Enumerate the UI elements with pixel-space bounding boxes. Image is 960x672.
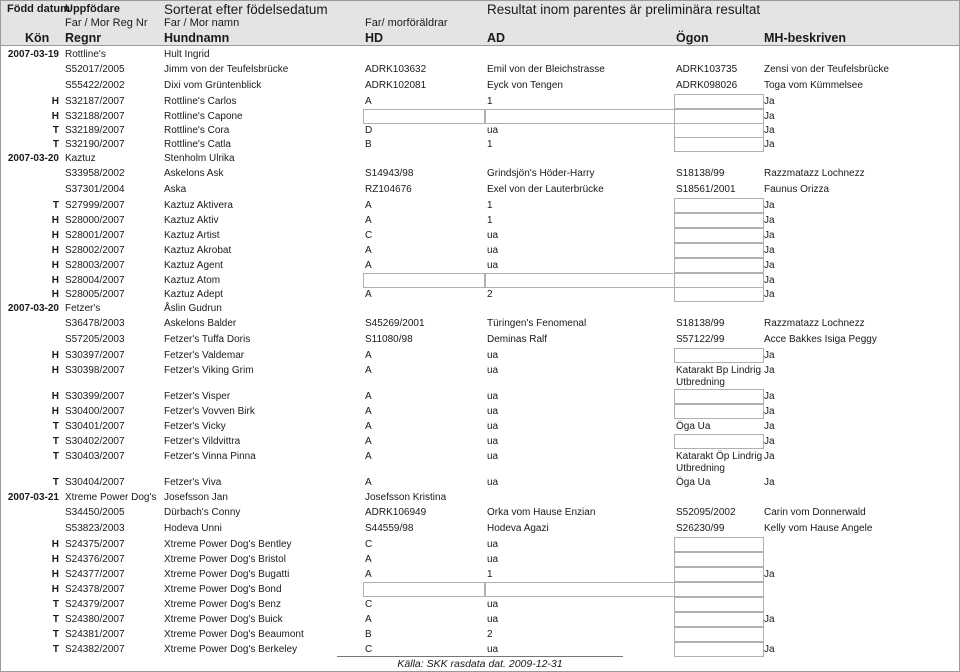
parent-name: Aska (164, 184, 187, 195)
dog-name: Kaztuz Aktivera (164, 200, 233, 211)
dog-name: Xtreme Power Dog's Beaumont (164, 629, 304, 640)
dog-ad: ua (487, 421, 499, 432)
empty-result-cell (674, 434, 764, 449)
grandparent-2-name: Razzmatazz Lochnezz (764, 168, 865, 179)
dog-regnr: S30404/2007 (65, 477, 125, 488)
dog-ad: 1 (487, 569, 493, 580)
dog-name: Fetzer's Vinna Pinna (164, 451, 256, 462)
dog-mh: Ja (764, 260, 775, 271)
dog-hd: A (365, 365, 372, 376)
dog-ad: ua (487, 350, 499, 361)
dog-sex: T (52, 451, 59, 462)
dog-name: Kaztuz Atom (164, 275, 221, 286)
dog-ad: 1 (487, 96, 493, 107)
dog-regnr: S28001/2007 (65, 230, 125, 241)
dog-regnr: S32188/2007 (65, 111, 125, 122)
dog-regnr: S28005/2007 (65, 289, 125, 300)
litter-owner-2: Josefsson Kristina (365, 492, 447, 503)
dog-name: Fetzer's Visper (164, 391, 231, 402)
dog-regnr: S24378/2007 (65, 584, 125, 595)
dog-regnr: S32187/2007 (65, 96, 125, 107)
dog-regnr: S32189/2007 (65, 125, 125, 136)
dog-regnr: S24377/2007 (65, 569, 125, 580)
parent-name: Askelons Ask (164, 168, 224, 179)
header-fodd-datum: Född datum (7, 3, 70, 15)
empty-result-cell (674, 228, 764, 243)
grandparent-1-regnr: S11080/98 (365, 334, 413, 345)
dog-hd: A (365, 200, 372, 211)
dog-hd: A (365, 215, 372, 226)
dog-ogon: Öga Ua (676, 477, 711, 488)
dog-hd: A (365, 96, 372, 107)
grandparent-1-name: Eyck von Tengen (487, 80, 563, 91)
dog-hd: A (365, 436, 372, 447)
dog-mh: Ja (764, 139, 775, 150)
dog-name: Rottline's Carlos (164, 96, 237, 107)
dog-hd: C (365, 539, 373, 550)
dog-sex: H (51, 406, 59, 417)
header-far-mor-reg: Far / Mor Reg Nr (65, 17, 148, 29)
dog-name: Kaztuz Agent (164, 260, 223, 271)
dog-regnr: S28004/2007 (65, 275, 125, 286)
empty-result-cell (674, 537, 764, 552)
dog-regnr: S30402/2007 (65, 436, 125, 447)
grandparent-2-name: Carin vom Donnerwald (764, 507, 866, 518)
header-hundnamn: Hundnamn (164, 31, 230, 45)
dog-sex: H (51, 245, 59, 256)
dog-row (1, 197, 959, 212)
dog-mh: Ja (764, 125, 775, 136)
empty-result-cell (674, 94, 764, 109)
dog-regnr: S30401/2007 (65, 421, 125, 432)
dog-sex: H (51, 350, 59, 361)
dog-hd: A (365, 451, 372, 462)
dog-sex: H (51, 275, 59, 286)
grandparent-2-regnr: S18561/2001 (676, 184, 736, 195)
litter-date: 2007-03-20 (7, 153, 59, 164)
dog-ogon: Öga Ua (676, 421, 711, 432)
grandparent-2-name: Faunus Orizza (764, 184, 830, 195)
dog-ad: ua (487, 391, 499, 402)
header-kon: Kön (25, 31, 50, 45)
dog-row (1, 212, 959, 227)
dog-name: Xtreme Power Dog's Bugatti (164, 569, 290, 580)
parent-regnr: S36478/2003 (65, 318, 125, 329)
header-ogon: Ögon (676, 31, 709, 45)
empty-result-cell (674, 582, 764, 597)
dog-regnr: S24379/2007 (65, 599, 125, 610)
dog-regnr: S28003/2007 (65, 260, 125, 271)
header-morforaldrar: Far/ morföräldrar (365, 17, 448, 29)
litter-breeder: Rottline's (65, 49, 106, 60)
dog-sex: T (52, 200, 59, 211)
dog-name: Fetzer's Vovven Birk (164, 406, 255, 417)
dog-ad: ua (487, 644, 499, 655)
grandparent-2-regnr: S52095/2002 (676, 507, 736, 518)
parent-row (1, 77, 959, 93)
dog-hd: A (365, 260, 372, 271)
dog-hd: A (365, 477, 372, 488)
dog-ad: ua (487, 260, 499, 271)
litter-table (1, 46, 959, 656)
dog-mh: Ja (764, 391, 775, 402)
dog-ad: ua (487, 245, 499, 256)
header-mh: MH-beskriven (764, 31, 846, 45)
dog-mh: Ja (764, 614, 775, 625)
dog-mh: Ja (764, 289, 775, 300)
dog-hd: A (365, 245, 372, 256)
grandparent-2-regnr: S26230/99 (676, 523, 725, 534)
dog-sex: T (52, 421, 59, 432)
empty-result-cell (674, 552, 764, 567)
grandparent-2-regnr: ADRK098026 (676, 80, 738, 91)
dog-row (1, 388, 959, 403)
dog-ogon-line2: Utbredning (676, 463, 725, 474)
dog-regnr: S24380/2007 (65, 614, 125, 625)
dog-regnr: S32190/2007 (65, 139, 125, 150)
dog-name: Xtreme Power Dog's Bristol (164, 554, 286, 565)
grandparent-2-name: Razzmatazz Lochnezz (764, 318, 865, 329)
dog-sex: H (51, 539, 59, 550)
litter-breeder: Xtreme Power Dog's (65, 492, 157, 503)
grandparent-2-regnr: S57122/99 (676, 334, 725, 345)
parent-row (1, 165, 959, 181)
dog-hd: C (365, 230, 373, 241)
dog-row (1, 122, 959, 136)
parent-name: Fetzer's Tuffa Doris (164, 334, 251, 345)
dog-ad: ua (487, 125, 499, 136)
parent-name: Askelons Balder (164, 318, 237, 329)
dog-sex: T (52, 436, 59, 447)
dog-row (1, 566, 959, 581)
grandparent-2-name: Zensi von der Teufelsbrücke (764, 64, 889, 75)
litter-header-row (1, 46, 959, 61)
parent-regnr: S33958/2002 (65, 168, 125, 179)
dog-mh: Ja (764, 96, 775, 107)
dog-regnr: S24382/2007 (65, 644, 125, 655)
parent-regnr: S55422/2002 (65, 80, 125, 91)
litter-owner: Stenholm Ulrika (164, 153, 235, 164)
dog-ad: ua (487, 406, 499, 417)
dog-mh: Ja (764, 111, 775, 122)
dog-mh: Ja (764, 350, 775, 361)
grandparent-1-name: Exel von der Lauterbrücke (487, 184, 604, 195)
dog-name: Xtreme Power Dog's Benz (164, 599, 281, 610)
dog-ad: 1 (487, 139, 493, 150)
empty-result-cell (674, 258, 764, 273)
parent-row (1, 504, 959, 520)
dog-name: Fetzer's Valdemar (164, 350, 245, 361)
grandparent-1-name: Hodeva Agazi (487, 523, 549, 534)
dog-sex: H (51, 391, 59, 402)
empty-result-cell (674, 213, 764, 228)
table-header (1, 1, 959, 46)
dog-name: Xtreme Power Dog's Berkeley (164, 644, 298, 655)
dog-sex: H (51, 289, 59, 300)
dog-hd: D (365, 125, 373, 136)
dog-row (1, 536, 959, 551)
dog-sex: T (52, 139, 59, 150)
litter-date: 2007-03-19 (7, 49, 59, 60)
dog-regnr: S27999/2007 (65, 200, 125, 211)
parent-row (1, 520, 959, 536)
litter-breeder: Kaztuz (65, 153, 96, 164)
dog-mh: Ja (764, 200, 775, 211)
parent-regnr: S37301/2004 (65, 184, 125, 195)
grandparent-1-regnr: ADRK103632 (365, 64, 427, 75)
dog-mh: Ja (764, 477, 775, 488)
header-hd: HD (365, 31, 384, 45)
dog-name: Fetzer's Vicky (164, 421, 226, 432)
dog-hd: A (365, 391, 372, 402)
litter-owner: Josefsson Jan (164, 492, 228, 503)
dog-mh: Ja (764, 230, 775, 241)
litter-header-row (1, 489, 959, 504)
dog-name: Fetzer's Vildvittra (164, 436, 241, 447)
dog-name: Kaztuz Adept (164, 289, 223, 300)
dog-sex: T (52, 644, 59, 655)
dog-sex: T (52, 614, 59, 625)
dog-sex: H (51, 569, 59, 580)
dog-row (1, 93, 959, 108)
parent-row (1, 181, 959, 197)
dog-sex: T (52, 125, 59, 136)
dog-ad: ua (487, 477, 499, 488)
litter-owner: Åslin Gudrun (164, 303, 222, 314)
dog-row (1, 641, 959, 656)
dog-ad: ua (487, 539, 499, 550)
dog-hd: B (365, 139, 372, 150)
dog-hd: B (365, 629, 372, 640)
source-note: Källa: SKK rasdata dat. 2009-12-31 (337, 656, 622, 670)
grandparent-1-regnr: S44559/98 (365, 523, 414, 534)
dog-regnr: S30403/2007 (65, 451, 125, 462)
dog-mh: Ja (764, 275, 775, 286)
parent-row (1, 331, 959, 347)
empty-result-cell (674, 642, 764, 657)
empty-result-cell (674, 597, 764, 612)
dog-row (1, 626, 959, 641)
dog-ad: ua (487, 436, 499, 447)
dog-regnr: S24376/2007 (65, 554, 125, 565)
grandparent-1-regnr: S14943/98 (365, 168, 414, 179)
dog-ad: ua (487, 230, 499, 241)
litter-date: 2007-03-20 (7, 303, 59, 314)
grandparent-1-name: Deminas Ralf (487, 334, 548, 345)
dog-hd: C (365, 644, 373, 655)
dog-row (1, 257, 959, 272)
dog-ad: 2 (487, 289, 493, 300)
grandparent-1-name: Emil von der Bleichstrasse (487, 64, 605, 75)
parent-name: Dixi vom Grüntenblick (164, 80, 262, 91)
dog-mh: Ja (764, 644, 775, 655)
dog-mh: Ja (764, 365, 775, 376)
dog-row (1, 581, 959, 596)
header-far-mor-namn: Far / Mor namn (164, 17, 240, 29)
dog-regnr: S28000/2007 (65, 215, 125, 226)
dog-ad: ua (487, 599, 499, 610)
dog-hd: A (365, 421, 372, 432)
dog-regnr: S24381/2007 (65, 629, 125, 640)
empty-result-cell (674, 389, 764, 404)
parent-name: Hodeva Unni (164, 523, 222, 534)
dog-sex: T (52, 477, 59, 488)
dog-row (1, 286, 959, 300)
dog-ogon: Katarakt Bp Lindrig (676, 365, 762, 376)
empty-result-cell (674, 404, 764, 419)
dog-mh: Ja (764, 406, 775, 417)
dog-row (1, 433, 959, 448)
dog-row (1, 448, 959, 474)
litter-date: 2007-03-21 (7, 492, 59, 503)
dog-sex: H (51, 215, 59, 226)
dog-sex: H (51, 260, 59, 271)
grandparent-1-regnr: S45269/2001 (365, 318, 425, 329)
empty-result-cell (674, 627, 764, 642)
dog-name: Fetzer's Viking Grim (164, 365, 254, 376)
dog-row (1, 227, 959, 242)
dog-hd: A (365, 614, 372, 625)
dog-row (1, 596, 959, 611)
footer (1, 656, 959, 670)
grandparent-2-regnr: S18138/99 (676, 318, 725, 329)
dog-hd: A (365, 406, 372, 417)
parent-regnr: S53823/2003 (65, 523, 125, 534)
dog-name: Rottline's Capone (164, 111, 243, 122)
dog-name: Kaztuz Artist (164, 230, 220, 241)
header-regnr: Regnr (65, 31, 102, 45)
dog-row (1, 347, 959, 362)
dog-ogon: Katarakt Öp Lindrig (676, 451, 763, 462)
dog-ad: ua (487, 554, 499, 565)
parent-name: Dürbach's Conny (164, 507, 241, 518)
parent-row (1, 315, 959, 331)
dog-regnr: S28002/2007 (65, 245, 125, 256)
dog-sex: T (52, 599, 59, 610)
dog-row (1, 136, 959, 150)
grandparent-1-regnr: ADRK106949 (365, 507, 427, 518)
dog-row (1, 272, 959, 286)
grandparent-1-name: Grindsjön's Höder-Harry (487, 168, 595, 179)
dog-hd: A (365, 289, 372, 300)
dog-regnr: S24375/2007 (65, 539, 125, 550)
dog-name: Rottline's Cora (164, 125, 230, 136)
empty-result-cell (674, 243, 764, 258)
dog-regnr: S30397/2007 (65, 350, 125, 361)
dog-mh: Ja (764, 245, 775, 256)
dog-ad: 1 (487, 215, 493, 226)
dog-sex: T (52, 629, 59, 640)
dog-ad: 2 (487, 629, 493, 640)
header-sorterat: Sorterat efter födelsedatum (164, 2, 328, 17)
dog-name: Kaztuz Akrobat (164, 245, 232, 256)
dog-ad: ua (487, 614, 499, 625)
dog-hd: A (365, 554, 372, 565)
dog-sex: H (51, 554, 59, 565)
dog-ad: 1 (487, 200, 493, 211)
dog-row (1, 242, 959, 257)
dog-mh: Ja (764, 215, 775, 226)
dog-name: Rottline's Catla (164, 139, 231, 150)
header-uppfodare: Uppfödare (65, 3, 120, 15)
dog-mh: Ja (764, 421, 775, 432)
grandparent-2-regnr: ADRK103735 (676, 64, 738, 75)
dog-name: Kaztuz Aktiv (164, 215, 219, 226)
litter-header-row (1, 300, 959, 315)
grandparent-2-name: Toga vom Kümmelsee (764, 80, 863, 91)
dog-ad: ua (487, 451, 499, 462)
dog-row (1, 551, 959, 566)
dog-sex: H (51, 365, 59, 376)
grandparent-1-name: Orka vom Hause Enzian (487, 507, 596, 518)
empty-result-cell (485, 582, 675, 597)
header-ad: AD (487, 31, 506, 45)
dog-name: Xtreme Power Dog's Buick (164, 614, 283, 625)
dog-row (1, 362, 959, 388)
dog-hd: A (365, 569, 372, 580)
parent-regnr: S34450/2005 (65, 507, 125, 518)
dog-ogon-line2: Utbredning (676, 377, 725, 388)
parent-regnr: S57205/2003 (65, 334, 125, 345)
dog-sex: H (51, 584, 59, 595)
dog-row (1, 403, 959, 418)
dog-row (1, 611, 959, 626)
grandparent-2-name: Kelly vom Hause Angele (764, 523, 873, 534)
dog-hd: A (365, 350, 372, 361)
dog-sex: H (51, 111, 59, 122)
dog-regnr: S30400/2007 (65, 406, 125, 417)
dog-name: Fetzer's Viva (164, 477, 222, 488)
litter-breeder: Fetzer's (65, 303, 101, 314)
empty-result-cell (674, 198, 764, 213)
grandparent-2-regnr: S18138/99 (676, 168, 725, 179)
dog-mh: Ja (764, 569, 775, 580)
dog-row (1, 474, 959, 489)
dog-name: Xtreme Power Dog's Bentley (164, 539, 292, 550)
grandparent-1-regnr: ADRK102081 (365, 80, 427, 91)
dog-sex: H (51, 96, 59, 107)
litter-owner: Hult Ingrid (164, 49, 210, 60)
dog-mh: Ja (764, 451, 775, 462)
dog-sex: H (51, 230, 59, 241)
parent-row (1, 61, 959, 77)
empty-result-cell (674, 612, 764, 627)
grandparent-1-regnr: RZ104676 (365, 184, 412, 195)
dog-mh: Ja (764, 436, 775, 447)
dog-row (1, 418, 959, 433)
dog-row (1, 108, 959, 122)
parent-name: Jimm von der Teufelsbrücke (164, 64, 289, 75)
dog-name: Xtreme Power Dog's Bond (164, 584, 282, 595)
dog-ad: ua (487, 365, 499, 376)
dog-regnr: S30398/2007 (65, 365, 125, 376)
litter-header-row (1, 150, 959, 165)
dog-regnr: S30399/2007 (65, 391, 125, 402)
grandparent-1-name: Türingen's Fenomenal (487, 318, 587, 329)
empty-result-cell (363, 582, 485, 597)
grandparent-2-name: Acce Bakkes Isiga Peggy (764, 334, 877, 345)
header-resultat: Resultat inom parentes är preliminära resultat (487, 2, 761, 17)
empty-result-cell (674, 348, 764, 363)
dog-hd: C (365, 599, 373, 610)
parent-regnr: S52017/2005 (65, 64, 125, 75)
empty-result-cell (674, 567, 764, 582)
